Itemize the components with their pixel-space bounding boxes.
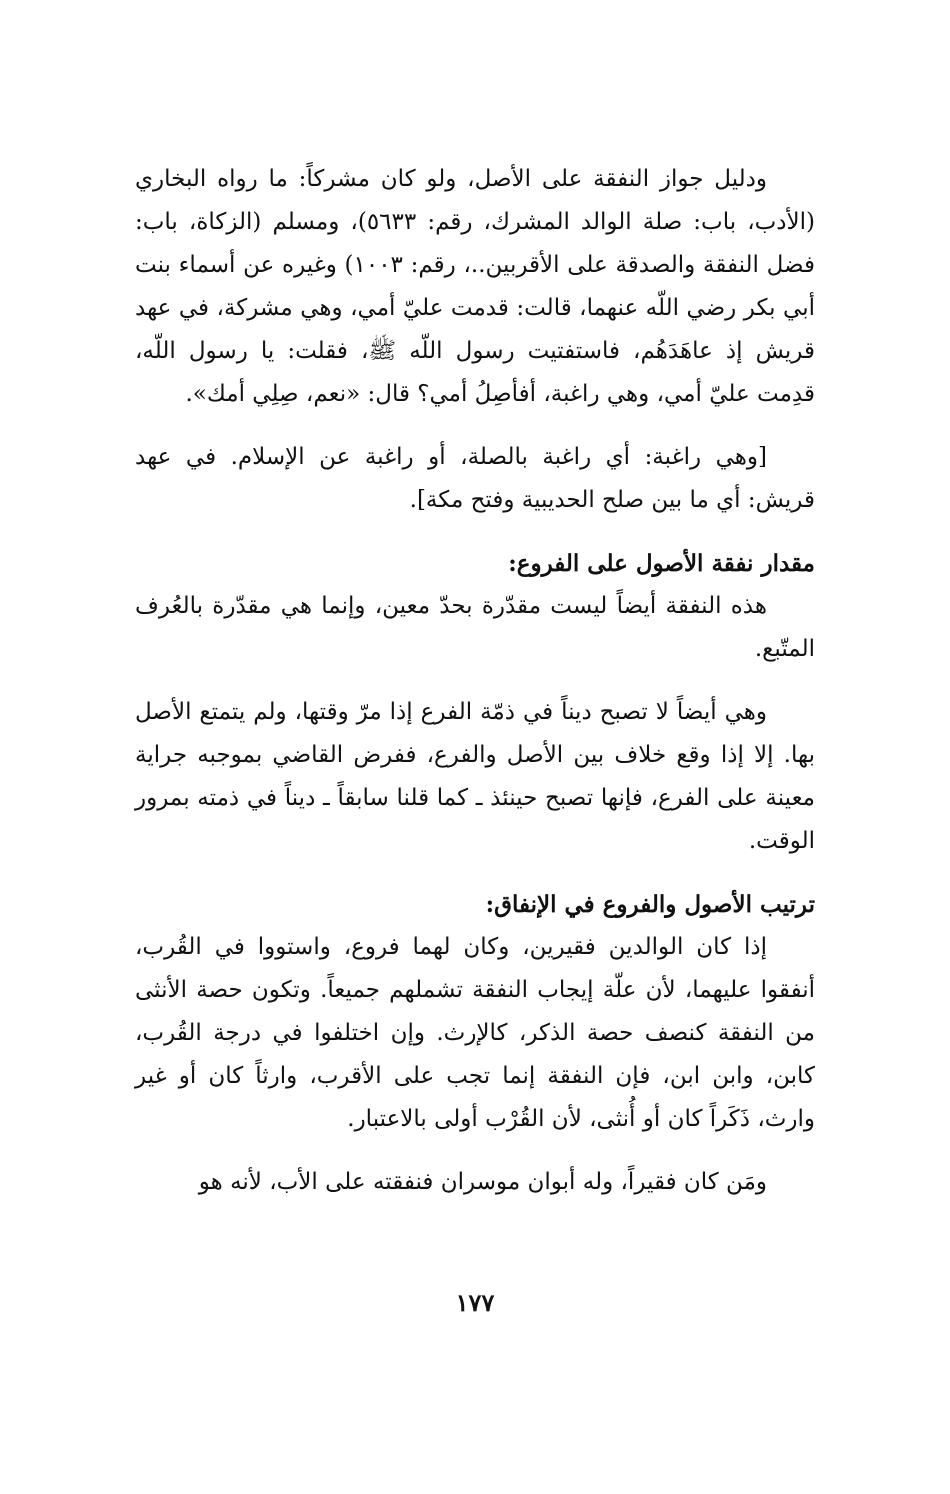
paragraph-order: إذا كان الوالدين فقيرين، وكان لهما فروع، واستووا في القُرب، أنفقوا عليهما، لأن علّة إيجاب النفقة تشملهم جميعاً. وتكون حصة الأنثى من النفقة كنصف حصة الذكر، كالإرث. وإن اختلفوا في درجة القُرب، كابن، وابن ابن، فإن النفقة إنما تجب على الأقرب، وارثاً كان أو غير وارث، ذَكَراً كان أو أُنثى، لأن القُرْب أولى بالاعتبار.: [135, 934, 815, 1132]
section-heading-amount: مقدار نفقة الأصول على الفروع:: [508, 550, 815, 577]
paragraph-evidence: ودليل جواز النفقة على الأصل، ولو كان مشركاً: ما رواه البخاري (الأدب، باب: صلة الوالد المشرك، رقم: ٥٦٣٣)، ومسلم (الزكاة، باب: فضل النفقة والصدقة على الأقربين..، رقم: ١٠٠٣) وغيره عن أسماء بنت أبي بكر رضي اللّه عنهما، قالت: قدمت عليّ أمي، وهي مشركة، في عهد قريش إذ عاهَدَهُم، فاستفتيت رسول اللّه ﷺ، فقلت: يا رسول اللّه، قدِمت عليّ أمي، وهي راغبة، أفأصِلُ أمي؟ قال: «نعم، صِلِي أمك».: [135, 166, 815, 407]
page-body: [135, 158, 815, 1204]
page-number: ١٧٧: [455, 1288, 495, 1317]
paragraph-debt: وهي أيضاً لا تصبح ديناً في ذمّة الفرع إذا مرّ وقتها، ولم يتمتع الأصل بها. إلا إذا وقع خلاف بين الأصل والفرع، ففرض القاضي بموجبه جراية معينة على الفرع، فإنها تصبح حينئذ ـ كما قلنا سابقاً ـ ديناً في ذمته بمرور الوقت.: [135, 699, 815, 854]
paragraph-poor-son: ومَن كان فقيراً، وله أبوان موسران فنفقته على الأب، لأنه هو: [198, 1169, 767, 1195]
section-heading-order: ترتيب الأصول والفروع في الإنفاق:: [485, 891, 815, 918]
paragraph-explanation: [وهي راغبة: أي راغبة بالصلة، أو راغبة عن الإسلام. في عهد قريش: أي ما بين صلح الحديبية وفتح مكة].: [135, 444, 815, 513]
paragraph-amount: هذه النفقة أيضاً ليست مقدّرة بحدّ معين، وإنما هي مقدّرة بالعُرف المتّبع.: [135, 593, 815, 662]
